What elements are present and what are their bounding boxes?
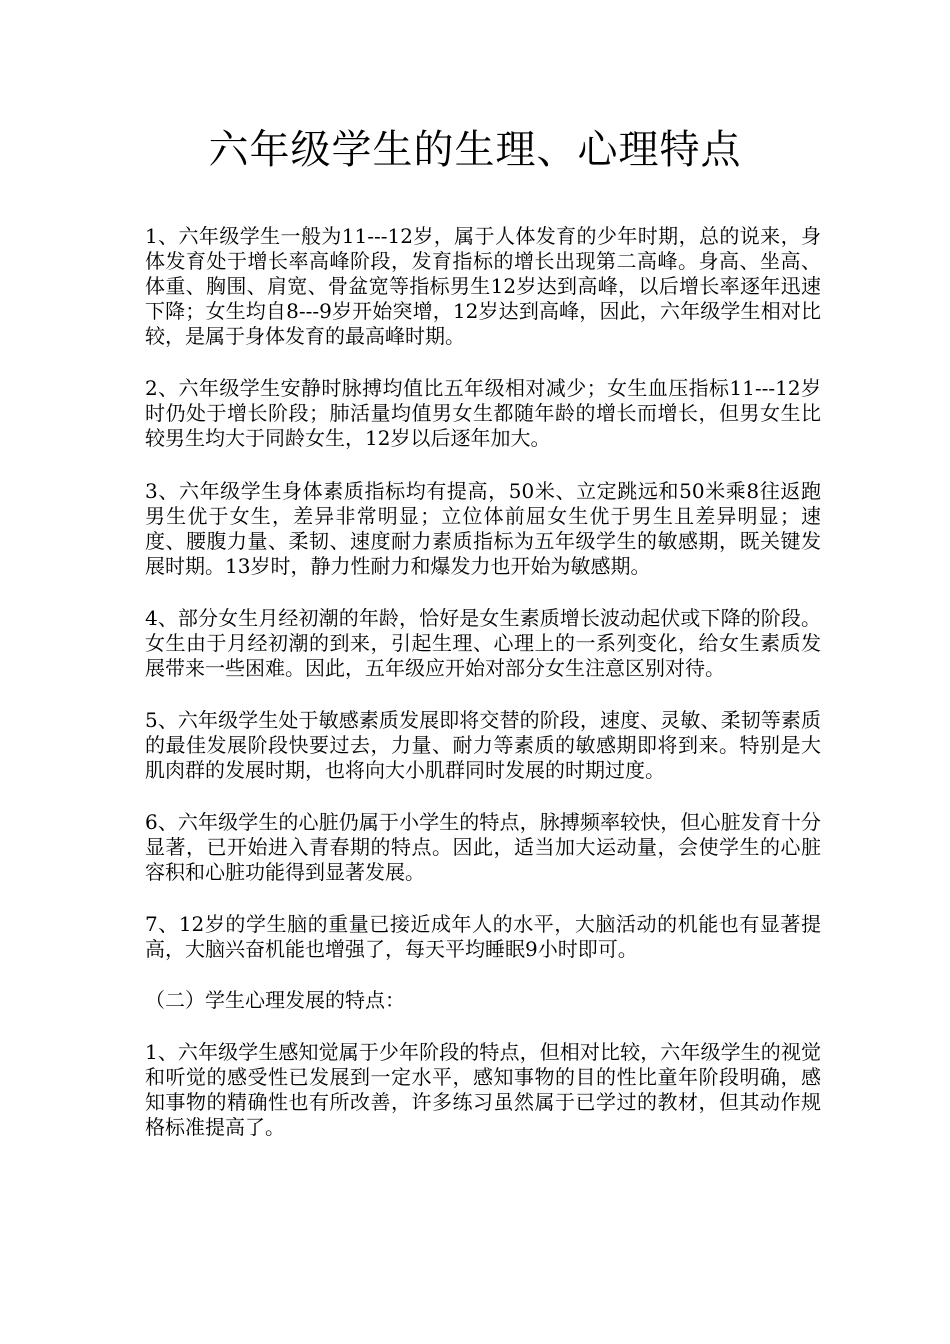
section-heading: （二）学生心理发展的特点： [145,988,405,1012]
document-body [145,224,821,1166]
paragraph-4: 4、部分女生月经初潮的年龄，恰好是女生素质增长波动起伏或下降的阶段。女生由于月经初潮的到来，引起生理、心理上的一系列变化，给女生素质发展带来一些困难。因此，五年级应开始对部分女生注意区别对待。 [145,606,821,680]
section-paragraph-1: 1、六年级学生感知觉属于少年阶段的特点，但相对比较，六年级学生的视觉和听觉的感受性已发展到一定水平，感知事物的目的性比童年阶段明确，感知事物的精确性也有所改善，许多练习虽然属于已学过的教材，但其动作规格标准提高了。 [145,1040,821,1139]
paragraph-3: 3、六年级学生身体素质指标均有提高，50米、立定跳远和50米乘8往返跑男生优于女生，差异非常明显；立位体前屈女生优于男生且差异明显；速度、腰腹力量、柔韧、速度耐力素质指标为五年级学生的敏感期，既关键发展时期。13岁时，静力性耐力和爆发力也开始为敏感期。 [145,479,821,578]
paragraph-6: 6、六年级学生的心脏仍属于小学生的特点，脉搏频率较快，但心脏发育十分显著，已开始进入青春期的特点。因此，适当加大运动量，会使学生的心脏容积和心脏功能得到显著发展。 [145,810,821,884]
paragraph-7: 7、12岁的学生脑的重量已接近成年人的水平，大脑活动的机能也有显著提高，大脑兴奋机能也增强了，每天平均睡眠9小时即可。 [145,912,821,961]
paragraph-5: 5、六年级学生处于敏感素质发展即将交替的阶段，速度、灵敏、柔韧等素质的最佳发展阶段快要过去，力量、耐力等素质的敏感期即将到来。特别是大肌肉群的发展时期，也将向大小肌群同时发展的时期过度。 [145,708,821,782]
paragraph-1: 1、六年级学生一般为11---12岁，属于人体发育的少年时期，总的说来，身体发育处于增长率高峰阶段，发育指标的增长出现第二高峰。身高、坐高、体重、胸围、肩宽、骨盆宽等指标男生12岁达到高峰，以后增长率逐年迅速下降；女生均自8---9岁开始突增，12岁达到高峰，因此，六年级学生相对比较，是属于身体发育的最高峰时期。 [145,224,821,348]
paragraph-2: 2、六年级学生安静时脉搏均值比五年级相对减少；女生血压指标11---12岁时仍处于增长阶段；肺活量均值男女生都随年龄的增长而增长，但男女生比较男生均大于同龄女生，12岁以后逐年加大。 [145,376,821,450]
page-title: 六年级学生的生理、心理特点 [208,127,742,173]
